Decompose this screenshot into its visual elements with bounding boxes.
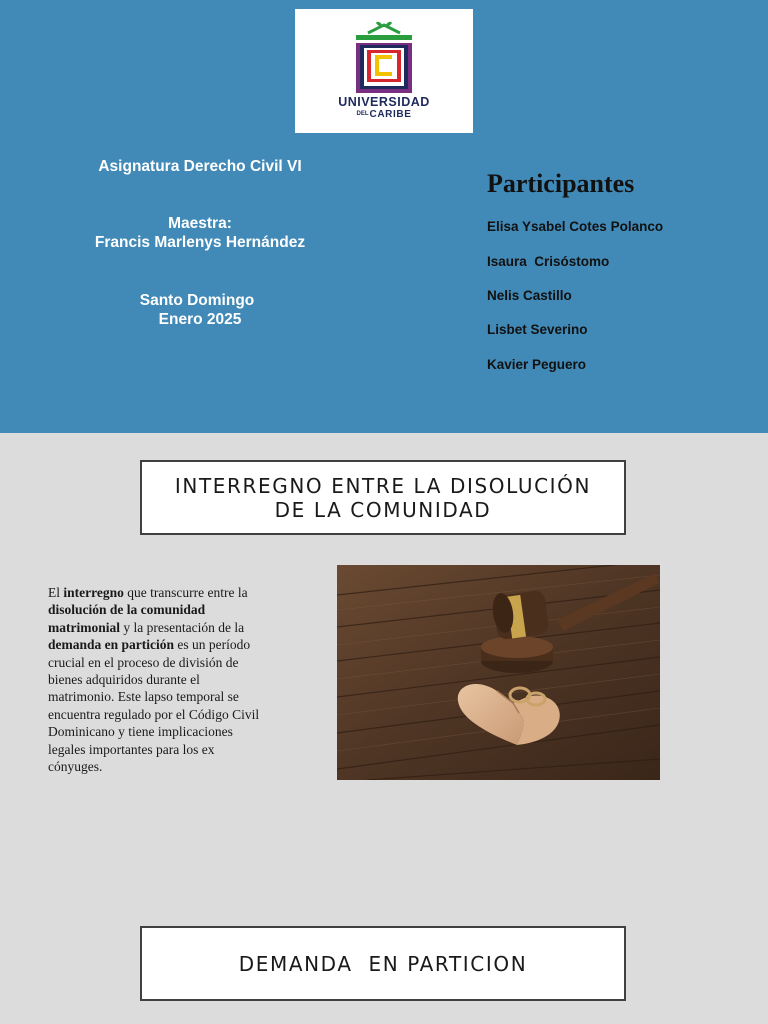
logo-wordmark-caribe: CARIBE (369, 109, 412, 120)
place-text: Santo Domingo (139, 292, 255, 309)
section-title-interregno (140, 460, 626, 535)
logo-wordmark-del: DEL (356, 111, 369, 118)
date-text: Enero 2025 (158, 311, 242, 328)
paragraph-bold-run: disolución de la comunidad matrimonial (48, 602, 206, 635)
logo-wordmark-line1: UNIVERSIDAD (338, 95, 430, 109)
participant-item: Kavier Peguero (487, 357, 587, 372)
section-title-line1: INTERREGNO ENTRE LA DISOLUCIÓN (174, 473, 592, 498)
paragraph-run: El (48, 585, 64, 600)
participant-item: Elisa Ysabel Cotes Polanco (487, 219, 664, 234)
participant-item: Isaura Crisóstomo (487, 254, 610, 269)
section-title-demanda (140, 926, 626, 1001)
paragraph-run: que transcurre entre la (123, 585, 248, 600)
section-title-line2: DE LA COMUNIDAD (274, 497, 492, 522)
header-banner (0, 0, 768, 433)
subject-text: Asignatura Derecho Civil VI (98, 158, 302, 175)
participants-title: Participantes (487, 169, 635, 198)
university-logo (295, 9, 473, 133)
gavel-and-broken-heart-photo (337, 565, 660, 780)
university-emblem-icon (350, 19, 418, 93)
participant-item: Lisbet Severino (487, 322, 588, 337)
section-title-demanda-text: DEMANDA EN PARTICION (238, 951, 528, 976)
interregno-paragraph (48, 584, 263, 775)
teacher-name: Francis Marlenys Hernández (94, 234, 306, 251)
participant-item: Nelis Castillo (487, 288, 572, 303)
paragraph-run: y la presentación de la (120, 619, 245, 635)
paragraph-bold-run: interregno (63, 585, 124, 600)
teacher-label: Maestra: (168, 215, 232, 232)
paragraph-bold-run: demanda en partición (48, 637, 175, 653)
logo-wordmark-line2 (295, 109, 473, 120)
paragraph-run: es un período crucial en el proceso de división de bienes adquiridos durante el matrimonio. Este lapso temporal se encuentra regulado por el Código Civil Dominicano y tiene implicaciones legales importantes para los ex cónyuges. (48, 637, 260, 775)
